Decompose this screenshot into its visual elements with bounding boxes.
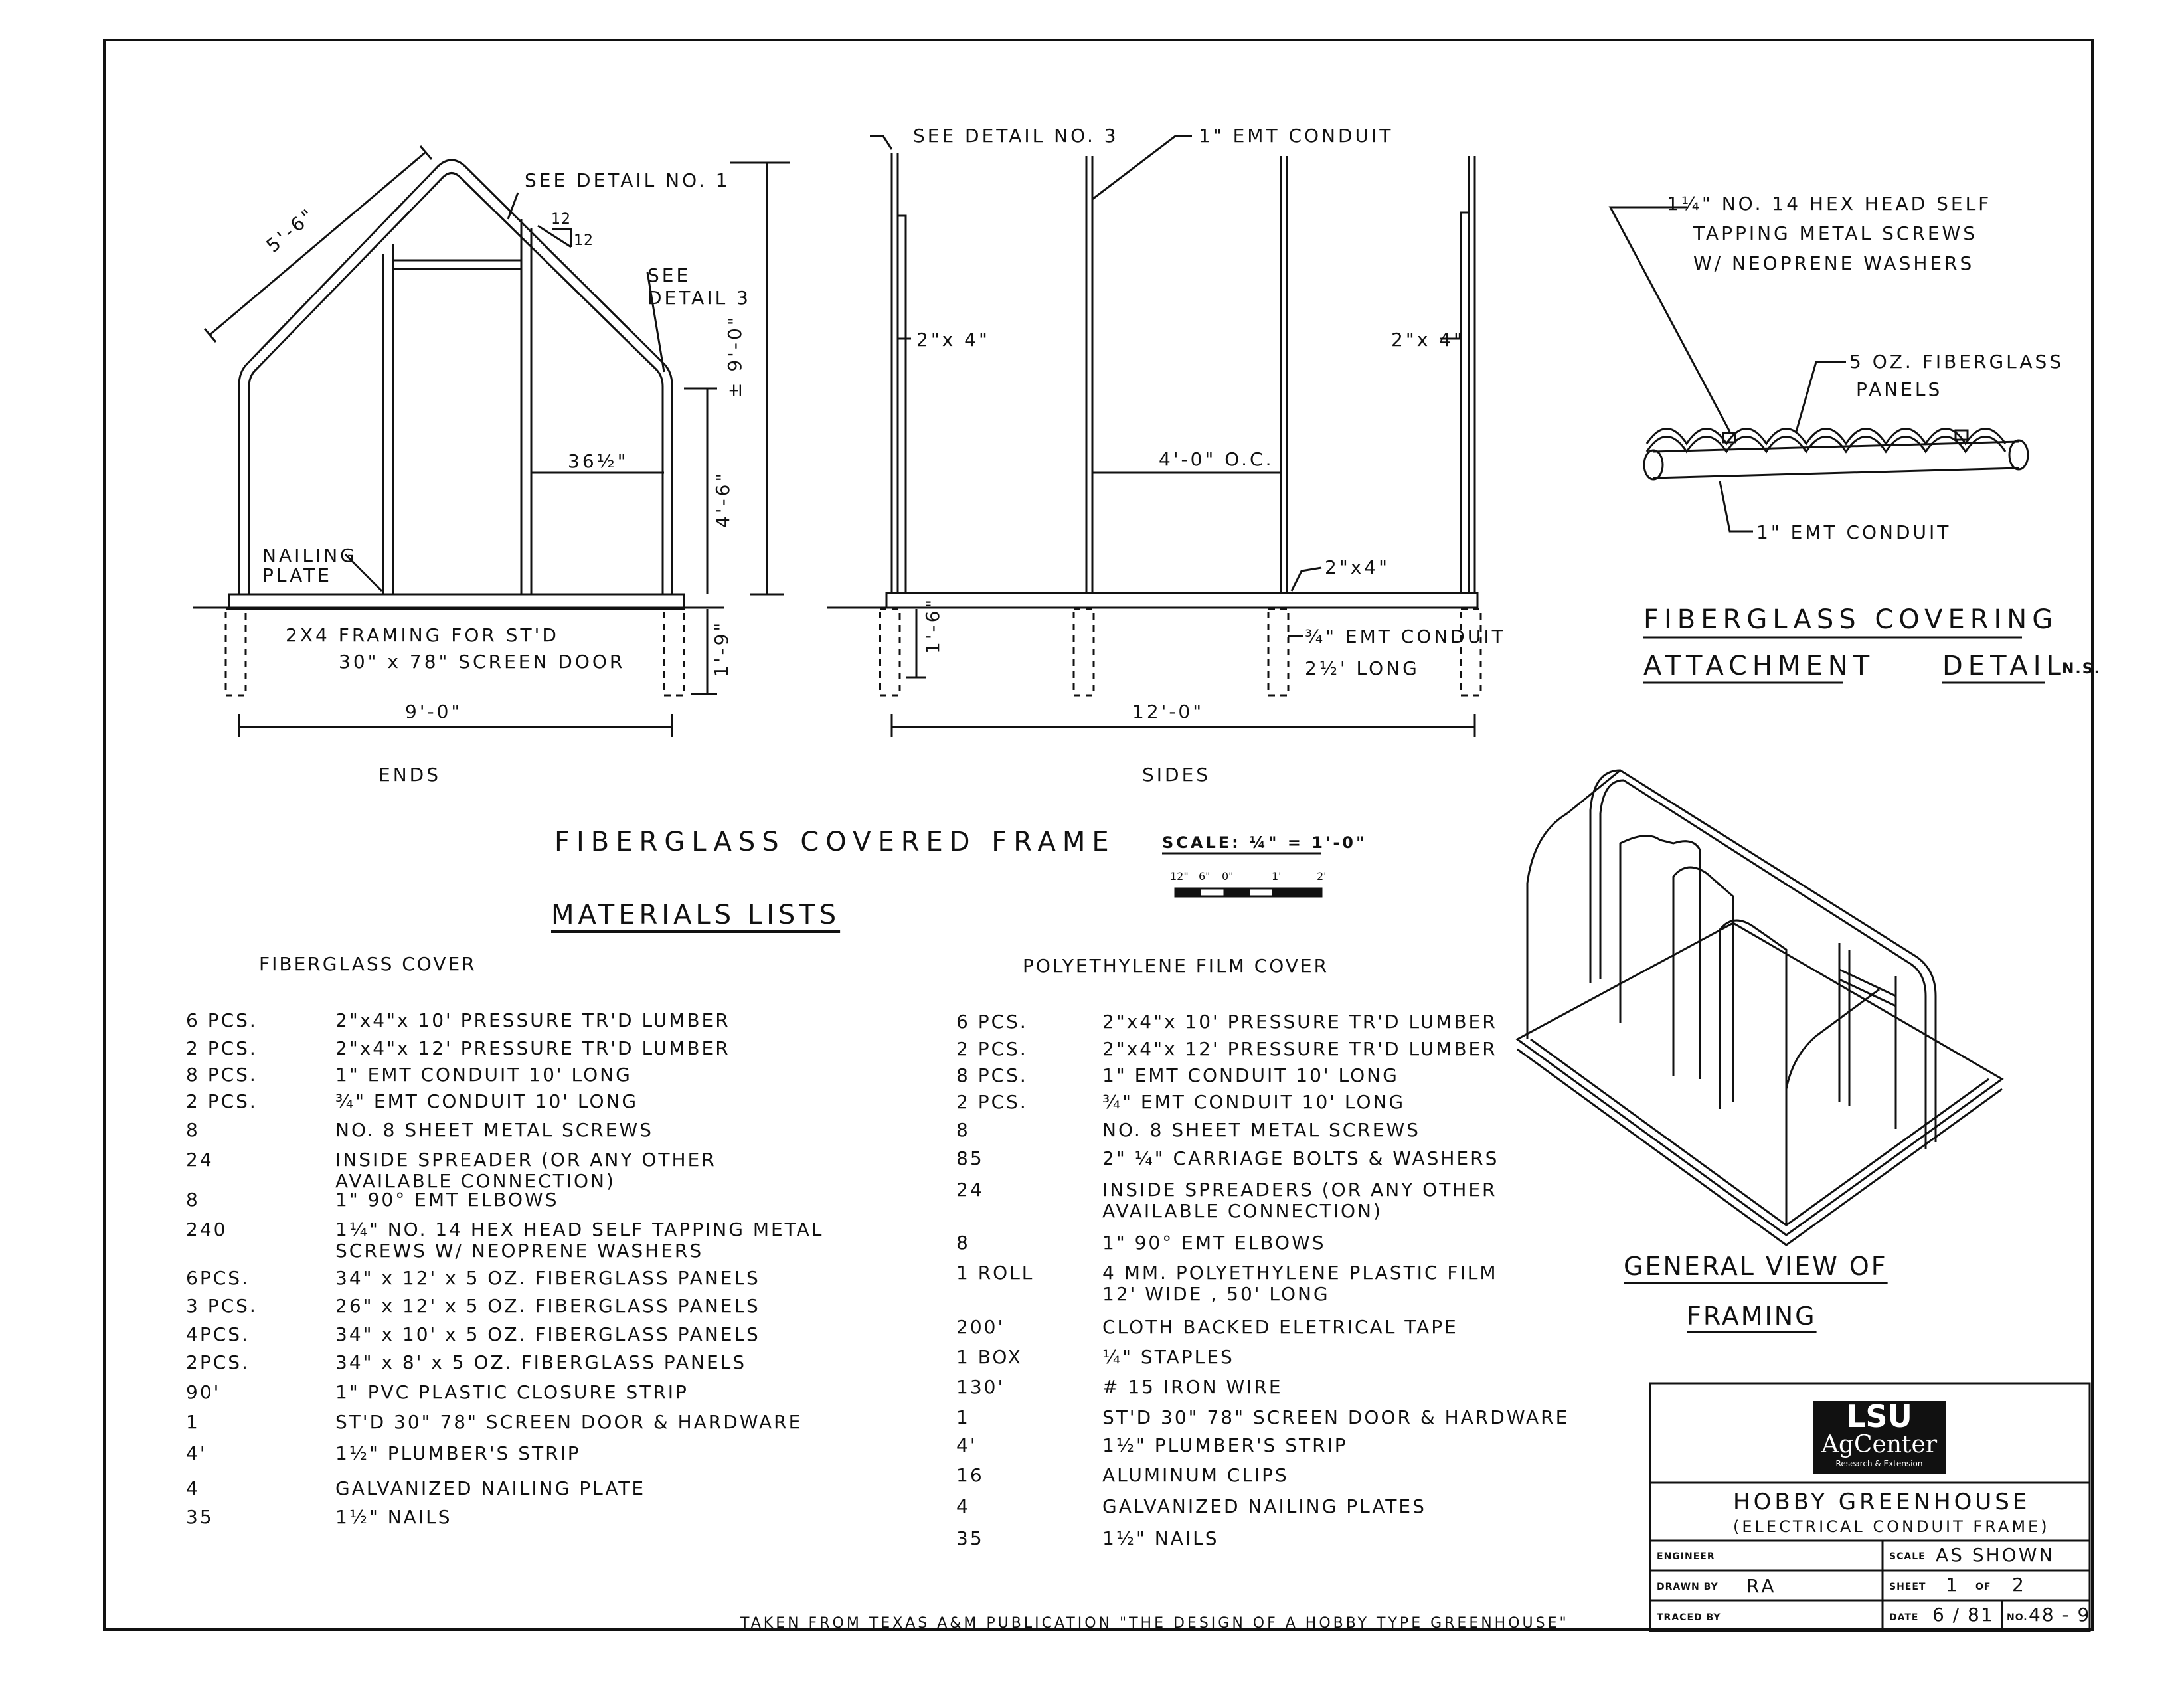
ends-framing-note-line1: 2X4 FRAMING FOR ST'D <box>286 624 559 646</box>
detail-screws-line1: 1¼" NO. 14 HEX HEAD SELF <box>1667 193 1992 214</box>
general-view-title-line1: GENERAL VIEW OF <box>1624 1252 1888 1281</box>
material-desc: 2" ¼" CARRIAGE BOLTS & WASHERS <box>1102 1147 1499 1169</box>
detail-conduit: 1" EMT CONDUIT <box>1756 521 1952 543</box>
ends-height-total: ± 9'-0" <box>724 314 746 398</box>
material-desc: INSIDE SPREADER (OR ANY OTHER <box>335 1149 716 1171</box>
scale-tick-2: 0" <box>1222 870 1234 883</box>
ends-nailing-plate-line2: PLATE <box>262 564 332 586</box>
logo-top-text: LSU <box>1846 1398 1912 1434</box>
materials-title: MATERIALS LISTS <box>551 900 841 930</box>
material-desc: 1" PVC PLASTIC CLOSURE STRIP <box>335 1381 689 1403</box>
title-engineer-label: ENGINEER <box>1657 1551 1715 1562</box>
detail-title-detail: DETAIL <box>1942 651 2066 681</box>
title-of-value: 2 <box>2012 1574 2027 1596</box>
logo-sub-text: Research & Extension <box>1835 1459 1923 1468</box>
material-desc: 1" EMT CONDUIT 10' LONG <box>335 1064 632 1086</box>
fiberglass-cover-heading: FIBERGLASS COVER <box>259 953 477 975</box>
material-desc: ST'D 30" 78" SCREEN DOOR & HARDWARE <box>335 1411 803 1433</box>
material-desc: 1" 90° EMT ELBOWS <box>1102 1232 1326 1254</box>
material-desc-cont: AVAILABLE CONNECTION) <box>335 1170 616 1192</box>
material-qty: 1 <box>956 1406 970 1428</box>
title-traced-label: TRACED BY <box>1657 1612 1721 1623</box>
material-desc: GALVANIZED NAILING PLATE <box>335 1477 646 1499</box>
material-qty: 6 PCS. <box>186 1009 258 1031</box>
material-qty: 6 PCS. <box>956 1011 1028 1033</box>
detail-title-line2: ATTACHMENT <box>1643 651 1875 681</box>
material-qty: 24 <box>186 1149 214 1171</box>
material-qty: 4' <box>186 1442 207 1464</box>
material-desc: ALUMINUM CLIPS <box>1102 1464 1289 1486</box>
detail-title-ns: N.S. <box>2062 661 2101 677</box>
title-scale-value: AS SHOWN <box>1936 1544 2055 1566</box>
material-desc: 4 MM. POLYETHYLENE PLASTIC FILM <box>1102 1262 1498 1284</box>
material-desc: GALVANIZED NAILING PLATES <box>1102 1495 1426 1517</box>
ends-rafter-length: 5'-6" <box>262 203 320 257</box>
material-desc-cont: AVAILABLE CONNECTION) <box>1102 1200 1383 1222</box>
title-project-line2: (ELECTRICAL CONDUIT FRAME) <box>1733 1517 2050 1536</box>
sides-caption: SIDES <box>1142 764 1211 786</box>
title-no-label: NO. <box>2007 1612 2028 1623</box>
lsu-agcenter-logo <box>1813 1398 1946 1474</box>
material-qty: 4PCS. <box>186 1323 250 1345</box>
material-desc: INSIDE SPREADERS (OR ANY OTHER <box>1102 1179 1497 1201</box>
material-desc: 26" x 12' x 5 OZ. FIBERGLASS PANELS <box>335 1295 760 1317</box>
material-desc-cont: SCREWS W/ NEOPRENE WASHERS <box>335 1240 704 1262</box>
ends-see-detail-3-line1: SEE <box>647 264 691 286</box>
material-qty: 4 <box>186 1477 200 1499</box>
material-desc: ¾" EMT CONDUIT 10' LONG <box>335 1090 639 1112</box>
material-desc: ¼" STAPLES <box>1102 1346 1234 1368</box>
sides-see-detail-3: SEE DETAIL NO. 3 <box>913 125 1119 147</box>
material-qty: 2 PCS. <box>186 1090 258 1112</box>
scale-label: SCALE: ¼" = 1'-0" <box>1162 833 1367 852</box>
ends-pitch-top: 12 <box>551 211 571 228</box>
ends-width: 9'-0" <box>405 701 463 722</box>
general-view-isometric <box>1517 770 2002 1245</box>
scale-tick-0: 12" <box>1170 870 1189 883</box>
main-title: FIBERGLASS COVERED FRAME <box>554 827 1116 857</box>
material-qty: 35 <box>956 1527 984 1549</box>
detail-panels-line2: PANELS <box>1856 379 1943 400</box>
sides-conduit: 1" EMT CONDUIT <box>1199 125 1394 147</box>
material-qty: 1 <box>186 1411 200 1433</box>
sides-length: 12'-0" <box>1132 701 1205 722</box>
material-qty: 8 <box>186 1119 200 1141</box>
ends-post-depth: 1'-9" <box>711 620 732 677</box>
material-desc: CLOTH BACKED ELETRICAL TAPE <box>1102 1316 1458 1338</box>
title-drawn-value: RA <box>1746 1575 1777 1597</box>
material-qty: 6PCS. <box>186 1267 250 1289</box>
logo-main-text: AgCenter <box>1821 1431 1938 1458</box>
detail-screws-line3: W/ NEOPRENE WASHERS <box>1693 252 1975 274</box>
ends-nailing-plate-line1: NAILING <box>262 545 357 566</box>
scale-tick-1: 6" <box>1199 870 1211 883</box>
material-qty: 24 <box>956 1179 984 1201</box>
material-qty: 200' <box>956 1316 1005 1338</box>
material-qty: 2 PCS. <box>956 1091 1028 1113</box>
material-qty: 2PCS. <box>186 1351 250 1373</box>
source-note: TAKEN FROM TEXAS A&M PUBLICATION "THE DESIGN OF A HOBBY TYPE GREENHOUSE" <box>740 1615 1569 1632</box>
material-desc: 2"x4"x 12' PRESSURE TR'D LUMBER <box>1102 1038 1497 1060</box>
ends-pitch-side: 12 <box>574 232 594 249</box>
material-desc: 1½" PLUMBER'S STRIP <box>1102 1434 1348 1456</box>
material-qty: 8 <box>956 1119 970 1141</box>
material-desc: # 15 IRON WIRE <box>1102 1376 1283 1398</box>
material-desc: 2"x4"x 10' PRESSURE TR'D LUMBER <box>335 1009 730 1031</box>
material-qty: 2 PCS. <box>956 1038 1028 1060</box>
detail-screws-line2: TAPPING METAL SCREWS <box>1693 222 1978 244</box>
title-sheet-value: 1 <box>1946 1574 1960 1596</box>
material-desc: 1¼" NO. 14 HEX HEAD SELF TAPPING METAL <box>335 1219 824 1240</box>
material-desc: 34" x 10' x 5 OZ. FIBERGLASS PANELS <box>335 1323 760 1345</box>
title-date-value: 6 / 81 <box>1932 1604 1994 1626</box>
material-qty: 1 ROLL <box>956 1262 1035 1284</box>
material-qty: 1 BOX <box>956 1346 1023 1368</box>
detail-panels-line1: 5 OZ. FIBERGLASS <box>1849 351 2064 373</box>
ends-door-width: 36½" <box>568 450 629 472</box>
material-qty: 4' <box>956 1434 977 1456</box>
detail-title-line1: FIBERGLASS COVERING <box>1643 604 2058 635</box>
material-desc: NO. 8 SHEET METAL SCREWS <box>335 1119 653 1141</box>
material-desc: 34" x 8' x 5 OZ. FIBERGLASS PANELS <box>335 1351 747 1373</box>
ends-caption: ENDS <box>378 764 441 786</box>
material-qty: 8 PCS. <box>186 1064 258 1086</box>
material-qty: 16 <box>956 1464 984 1486</box>
material-desc: 1½" NAILS <box>335 1506 452 1528</box>
sides-stake-depth: 1'-6" <box>922 596 944 654</box>
sides-stud-left: 2"x 4" <box>916 329 990 351</box>
title-date-label: DATE <box>1889 1612 1919 1623</box>
material-qty: 85 <box>956 1147 984 1169</box>
sides-conduit-small-line2: 2½' LONG <box>1305 657 1420 679</box>
title-project-line1: HOBBY GREENHOUSE <box>1733 1489 2031 1515</box>
material-qty: 8 PCS. <box>956 1064 1028 1086</box>
sides-spacing: 4'-0" O.C. <box>1159 448 1274 470</box>
material-desc: ¾" EMT CONDUIT 10' LONG <box>1102 1091 1406 1113</box>
material-desc: 1" 90° EMT ELBOWS <box>335 1189 559 1211</box>
material-qty: 8 <box>186 1189 200 1211</box>
material-desc: 34" x 12' x 5 OZ. FIBERGLASS PANELS <box>335 1267 760 1289</box>
material-qty: 90' <box>186 1381 221 1403</box>
title-drawn-label: DRAWN BY <box>1657 1582 1719 1592</box>
scale-tick-4: 2' <box>1317 870 1327 883</box>
material-desc: ST'D 30" 78" SCREEN DOOR & HARDWARE <box>1102 1406 1570 1428</box>
material-desc-cont: 12' WIDE , 50' LONG <box>1102 1283 1330 1305</box>
material-desc: 1" EMT CONDUIT 10' LONG <box>1102 1064 1399 1086</box>
sides-sill: 2"x4" <box>1325 556 1390 578</box>
material-qty: 2 PCS. <box>186 1037 258 1059</box>
ends-framing-note-line2: 30" x 78" SCREEN DOOR <box>339 651 626 673</box>
material-qty: 8 <box>956 1232 970 1254</box>
material-qty: 35 <box>186 1506 214 1528</box>
general-view-title-line2: FRAMING <box>1687 1302 1817 1331</box>
material-desc: 1½" NAILS <box>1102 1527 1219 1549</box>
poly-cover-heading: POLYETHYLENE FILM COVER <box>1023 955 1329 977</box>
material-qty: 3 PCS. <box>186 1295 258 1317</box>
material-qty: 240 <box>186 1219 228 1240</box>
title-of-label: OF <box>1975 1582 1991 1592</box>
material-desc: 2"x4"x 10' PRESSURE TR'D LUMBER <box>1102 1011 1497 1033</box>
material-desc: NO. 8 SHEET METAL SCREWS <box>1102 1119 1420 1141</box>
material-desc: 2"x4"x 12' PRESSURE TR'D LUMBER <box>335 1037 730 1059</box>
title-no-value: 48 - 9 <box>2029 1604 2091 1626</box>
ends-height-wall: 4'-6" <box>712 470 734 528</box>
material-qty: 130' <box>956 1376 1005 1398</box>
title-scale-label: SCALE <box>1889 1551 1926 1562</box>
scale-tick-3: 1' <box>1272 870 1282 883</box>
title-sheet-label: SHEET <box>1889 1582 1926 1592</box>
ends-see-detail-3-line2: DETAIL 3 <box>647 287 751 309</box>
sides-stud-right: 2"x 4" <box>1391 329 1465 351</box>
sides-conduit-small-line1: ¾" EMT CONDUIT <box>1305 626 1506 647</box>
material-qty: 4 <box>956 1495 970 1517</box>
ends-see-detail-1: SEE DETAIL NO. 1 <box>525 169 730 191</box>
material-desc: 1½" PLUMBER'S STRIP <box>335 1442 581 1464</box>
